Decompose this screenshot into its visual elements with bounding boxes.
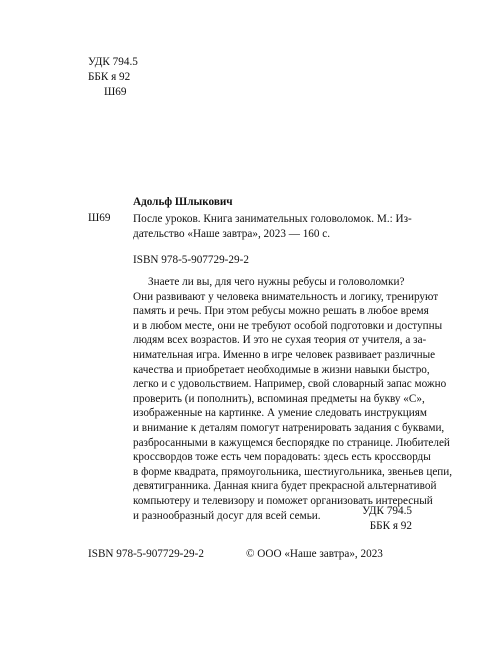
- annotation-line: легко и с удовольствием. Например, свой словарный запас можно: [133, 378, 447, 391]
- author-name: Адольф Шлыкович: [133, 196, 233, 208]
- annotation: [133, 275, 453, 523]
- annotation-line: девятигранника. Данная книга будет прекрасной альтернативой: [133, 480, 437, 493]
- bibliographic-line: После уроков. Книга занимательных головоломок. М.: Из-: [133, 213, 412, 225]
- annotation-line: компьютеру и телевизору и поможет организовать интересный: [133, 494, 433, 507]
- bibliographic-description: [133, 212, 413, 242]
- footer-isbn: ISBN 978-5-907729-29-2: [88, 548, 204, 560]
- annotation-line: память и речь. При этом ребусы можно решать в любое время: [133, 305, 429, 318]
- udc-code: УДК 794.5: [362, 505, 412, 517]
- udc-code: УДК 794.5: [88, 56, 138, 68]
- annotation-line: Знаете ли вы, для чего нужны ребусы и головоломки?: [148, 276, 405, 288]
- copyright-notice: © ООО «Наше завтра», 2023: [246, 548, 383, 560]
- bbk-code: ББК я 92: [369, 520, 412, 532]
- annotation-line: кроссвордов тоже есть чем порадовать: здесь есть кроссворды: [133, 451, 431, 464]
- annotation-line: и разнообразный досуг для всей семьи.: [133, 509, 321, 522]
- record-cutter-code: Ш69: [88, 212, 111, 224]
- annotation-line: проверить (и пополнить), вспоминая предметы на букву «С»,: [133, 392, 425, 405]
- classification-top: [88, 55, 138, 100]
- bbk-code: ББК я 92: [88, 71, 131, 83]
- annotation-line: в форме квадрата, прямоугольника, шестиугольника, звеньев цепи,: [133, 465, 453, 478]
- classification-bottom: [362, 504, 412, 534]
- annotation-line: людям всех возрастов. И это не сухая теория от учителя, а за-: [133, 334, 427, 347]
- annotation-line: и в любом месте, они не требуют особой подготовки и доступны: [133, 319, 443, 332]
- cutter-code: Ш69: [104, 86, 127, 98]
- bibliographic-line: дательство «Наше завтра», 2023 — 160 с.: [133, 228, 331, 241]
- annotation-line: нимательная игра. Именно в игре человек развивает различные: [133, 348, 436, 361]
- annotation-line: и внимание к деталям помогут натренировать задания с буквами,: [133, 421, 445, 434]
- annotation-line: качества и приобретает необходимые в жизни навыки быстро,: [133, 363, 430, 376]
- record-isbn: ISBN 978-5-907729-29-2: [133, 254, 249, 266]
- annotation-line: Они развивают у человека внимательность и логику, тренируют: [133, 290, 439, 303]
- annotation-line: разбросанными в кажущемся беспорядке по странице. Любителей: [133, 436, 450, 449]
- annotation-line: изображенные на картинке. А умение следовать инструкциям: [133, 407, 427, 420]
